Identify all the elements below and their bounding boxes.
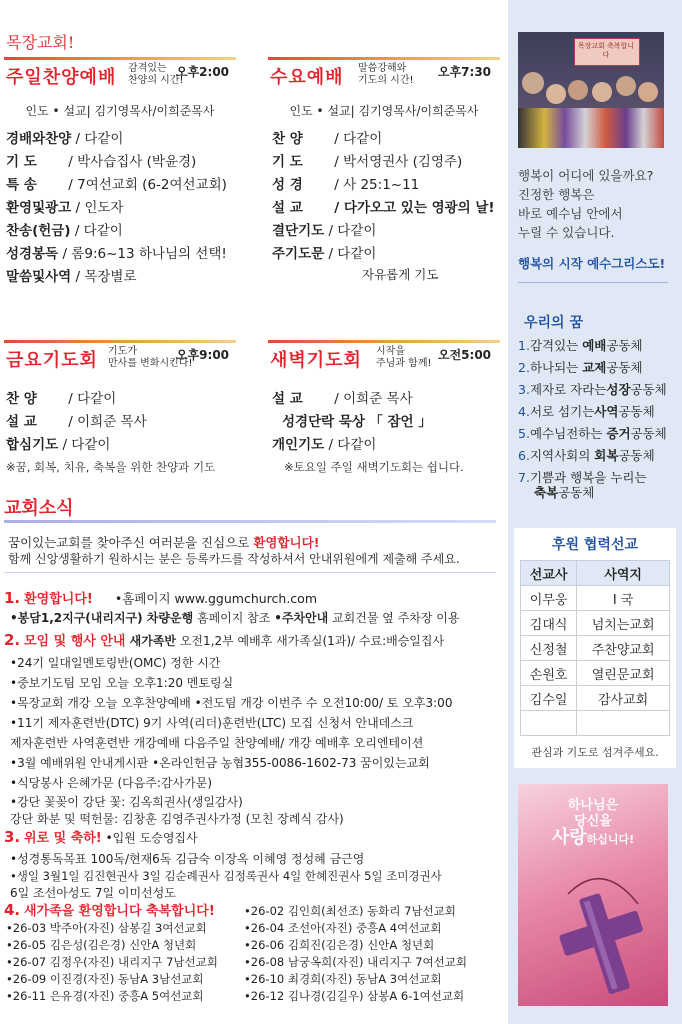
wednesday-row: 찬 양 / 다같이 <box>272 131 383 147</box>
missions-head: 선교사 <box>521 561 577 586</box>
news-divider-2 <box>4 572 496 573</box>
new-family-item: •26-10 최경희(자진) 동남A 3여선교회 <box>244 972 442 986</box>
news-item: 6일 조선아성도 7일 이미선성도 <box>10 886 176 900</box>
new-family-item: •26-08 남궁옥희(자진) 내리지구 7여선교회 <box>244 955 467 969</box>
friday-subtitle: 기도가 만사를 변화시킨다! <box>108 346 193 369</box>
person <box>522 72 544 94</box>
wednesday-extra: 자유롭게 기도 <box>362 267 439 282</box>
friday-note: ※꿈, 회복, 치유, 축복을 위한 찬양과 기도 <box>6 460 216 474</box>
friday-title: 금요기도회 <box>6 350 98 371</box>
friday-time: 오후9:00 <box>176 348 230 362</box>
news-section-2: 2. 모임 및 행사 안내 새가족반 오전1,2부 예배후 새가족실(1과)/ 수료:배승일집사 <box>4 631 445 649</box>
new-family-item: •26-04 조선아(자진) 중흥A 4여선교회 <box>244 921 442 935</box>
sunday-row: 말씀및사역 / 목장별로 <box>6 269 137 285</box>
missions-title: 후원 협력선교 <box>551 537 639 553</box>
sunday-row: 특 송 / 7여선교회 (6-2여선교회) <box>6 177 227 193</box>
missions-table <box>520 560 670 736</box>
sunday-row: 환영및광고 / 인도자 <box>6 200 124 216</box>
new-family-item: •26-07 김정우(자진) 내리지구 7남선교회 <box>6 955 218 969</box>
news-section-1-line: •봉담1,2지구(내리지구) 차량운행 홈페이지 참조 •주차안내 교회건물 옆 주차장 이용 <box>10 611 460 625</box>
wednesday-lead: 인도 • 설교| 김기영목사/이희준목사 <box>289 104 479 118</box>
news-item: •목장교회 개강 오늘 오후찬양예배 •전도팀 개강 이번주 수 오전10:00/ 토 오후3:00 <box>10 696 453 710</box>
header-script: 목장교회! <box>6 33 75 52</box>
news-intro-2: 함께 신앙생활하기 원하시는 분은 등록카드를 작성하셔서 안내위원에게 제출해 주세요. <box>8 552 460 566</box>
wednesday-row: 기 도 / 박서영권사 (김영주) <box>272 154 463 170</box>
cross-icon <box>548 864 658 1004</box>
sunday-subtitle: 감격있는 찬양의 시간! <box>128 63 184 86</box>
wednesday-row: 주기도문 / 다같이 <box>272 246 377 262</box>
sidebar-divider <box>518 282 668 283</box>
friday-row: 합심기도 / 다같이 <box>6 437 111 453</box>
dream-item-cont: 축복공동체 <box>534 485 595 500</box>
dream-title: 우리의 꿈 <box>524 315 583 331</box>
dawn-row: 설 교 / 이희준 목사 <box>272 391 413 407</box>
friday-row: 찬 양 / 다같이 <box>6 391 117 407</box>
news-section-4: 4. 새가족을 환영합니다 축복합니다! <box>4 901 215 919</box>
wednesday-bar <box>268 57 500 60</box>
new-family-item: •26-02 김인희(최선조) 동화리 7남선교회 <box>244 904 456 918</box>
dawn-title: 새벽기도회 <box>270 350 362 371</box>
person <box>638 82 658 102</box>
dawn-subtitle: 시작을 주님과 함께! <box>376 346 432 369</box>
dawn-note: ※토요일 주일 새벽기도회는 쉽니다. <box>284 460 464 474</box>
friday-bar <box>4 340 236 343</box>
new-family-item: •26-11 은유경(자진) 중흥A 5여선교회 <box>6 989 204 1003</box>
wednesday-title: 수요예배 <box>270 67 344 88</box>
dawn-time: 오전5:00 <box>438 348 492 362</box>
dream-item: 2.하나되는 교제공동체 <box>518 360 643 375</box>
table-row: 손원호 열린문교회 <box>521 661 670 686</box>
sunday-lead: 인도 • 설교| 김기영목사/이희준목사 <box>25 104 215 118</box>
sunday-time: 오후2:00 <box>176 65 230 79</box>
news-item: •성경통독목표 100독/현재6독 김금숙 이장옥 이혜영 정성혜 금근영 <box>10 852 365 866</box>
dream-item: 3.제자로 자라는성장공동체 <box>518 382 667 397</box>
dream-item: 4.서로 섬기는사역공동체 <box>518 404 655 419</box>
dawn-row: 성경단락 묵상 「 잠언 」 <box>282 414 432 430</box>
sunday-row: 기 도 / 박사습집사 (박윤경) <box>6 154 197 170</box>
happiness-text: 행복이 어디에 있을까요? 진정한 행복은 바로 예수님 안에서 누릴 수 있습니다. <box>518 168 654 240</box>
news-item: 제자훈련반 사역훈련반 개강예배 다음주일 찬양예배/ 개강 예배후 오리엔테이션 <box>10 736 424 750</box>
cross-text: 하나님은 당신을 사랑하십니다! <box>551 798 635 848</box>
table-row: 이무웅 I 국 <box>521 586 670 611</box>
news-item: •강단 꽃꽂이 강단 꽃: 김옥희권사(생일감사) <box>10 795 243 809</box>
sunday-row: 찬송(헌금) / 다같이 <box>6 223 123 239</box>
dawn-row: 개인기도 / 다같이 <box>272 437 377 453</box>
person <box>616 76 636 96</box>
happiness-tagline: 행복의 시작 예수그리스도! <box>518 256 666 271</box>
clothing <box>518 108 664 148</box>
missions-card <box>514 528 676 768</box>
missions-head: 사역지 <box>577 561 670 586</box>
wednesday-row: 결단기도 / 다같이 <box>272 223 377 239</box>
wednesday-row: 성 경 / 사 25:1~11 <box>272 177 420 193</box>
new-family-item: •26-12 김나경(김길우) 삼봉A 6-1여선교회 <box>244 989 465 1003</box>
news-item: 강단 화분 및 떡헌물: 김창훈 김영주권사가정 (모친 장례식 감사) <box>10 812 344 826</box>
sunday-bar <box>4 57 236 60</box>
sunday-row: 성경봉독 / 롬9:6~13 하나님의 선택! <box>6 246 227 262</box>
person <box>568 80 588 100</box>
news-item: •24기 일대일멘토링반(OMC) 정한 시간 <box>10 656 221 670</box>
dream-item: 5.예수님전하는 증거공동체 <box>518 426 667 441</box>
wednesday-time: 오후7:30 <box>438 65 492 79</box>
new-family-item: •26-09 이진경(자진) 동남A 3남선교회 <box>6 972 204 986</box>
sidebar <box>508 0 682 1024</box>
sunday-title: 주일찬양예배 <box>6 67 117 88</box>
sunday-row: 경배와찬양 / 다같이 <box>6 131 124 147</box>
friday-row: 설 교 / 이희준 목사 <box>6 414 147 430</box>
news-divider <box>4 520 496 523</box>
news-item: •생일 3월1일 김진현권사 3일 김순례권사 김정록권사 4일 한혜진권사 5일 조미경권사 <box>10 869 442 883</box>
news-item: •식당봉사 은혜가문 (다음주:감사가문) <box>10 776 212 790</box>
news-item: •11기 제자훈련반(DTC) 9기 사역(리더)훈련반(LTC) 모집 신청서 안내데스크 <box>10 716 414 730</box>
news-item: •중보기도팀 모임 오늘 오후1:20 멘토링실 <box>10 676 234 690</box>
wednesday-row: 설 교 / 다가오고 있는 영광의 날! <box>272 200 495 216</box>
group-photo <box>518 32 664 148</box>
dream-item: 6.지역사회의 회복공동체 <box>518 448 655 463</box>
cross-card <box>518 784 668 1006</box>
wednesday-subtitle: 말씀강해와 기도의 시간! <box>358 63 414 86</box>
table-row: 김수일 감사교회 <box>521 686 670 711</box>
new-family-item: •26-06 김희진(김은경) 신안A 청년회 <box>244 938 435 952</box>
news-heading: 교회소식 <box>4 498 74 519</box>
news-section-1: 1. 환영합니다! •홈페이지 www.ggumchurch.com <box>4 589 318 607</box>
table-row: 신정철 주찬양교회 <box>521 636 670 661</box>
dream-item: 7.기쁨과 행복을 누리는 <box>518 470 647 485</box>
dawn-bar <box>268 340 500 343</box>
new-family-item: •26-05 김은성(김은경) 신안A 청년회 <box>6 938 197 952</box>
person <box>592 82 612 102</box>
table-row: 김대식 넘치는교회 <box>521 611 670 636</box>
table-row <box>521 711 670 736</box>
person <box>546 84 566 104</box>
missions-note: 관심과 기도로 섬겨주세요. <box>531 746 659 759</box>
news-intro: 꿈이있는교회를 찾아주신 여러분을 진심으로 환영합니다! <box>8 535 320 550</box>
news-item: •3월 예배위원 안내게시판 •온라인헌금 농협355-0086-1602-73 꿈이있는교회 <box>10 756 430 770</box>
banner-text: 목장교회 축복합니다 <box>577 42 635 59</box>
dream-list <box>518 338 667 500</box>
dream-item: 1.감격있는 예배공동체 <box>518 338 643 353</box>
new-family-item: •26-03 박주아(자진) 삼봉길 3여선교회 <box>6 921 207 935</box>
news-section-3: 3. 위로 및 축하! •입원 도승영집사 <box>4 828 198 846</box>
